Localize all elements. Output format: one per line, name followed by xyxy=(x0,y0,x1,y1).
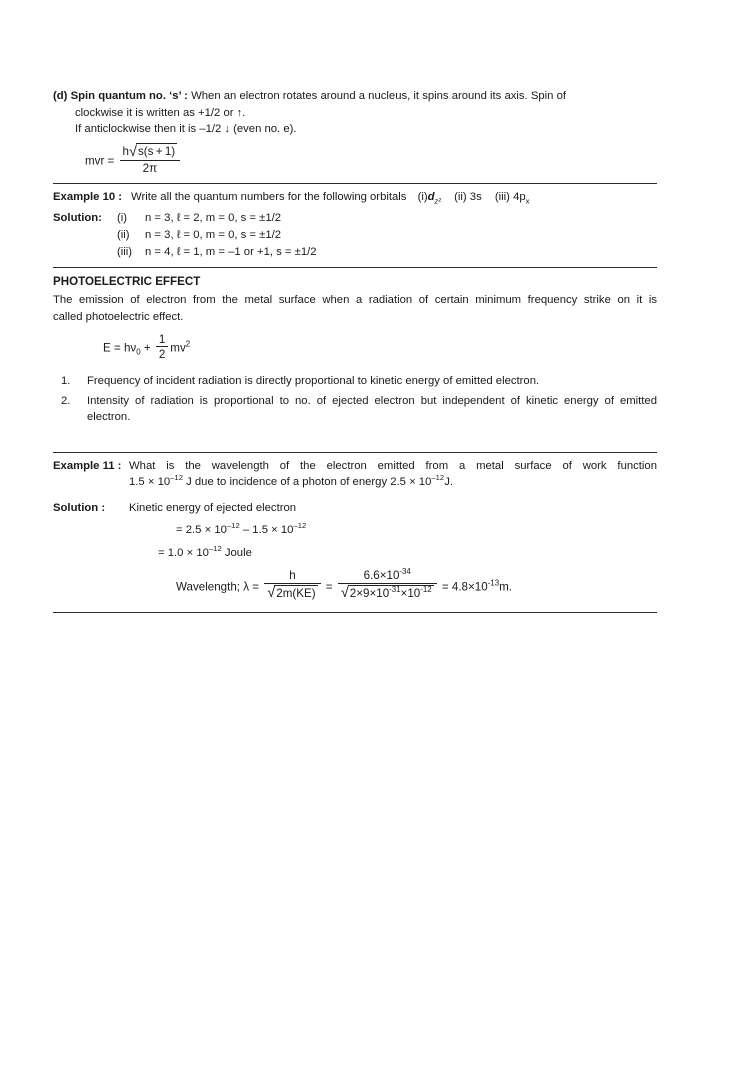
point-2-text: Intensity of radiation is proportional to no. of ejected electron but independent of kinetic energy of emitted electron. xyxy=(87,394,657,424)
spin-formula-denominator: 2π xyxy=(142,162,158,176)
energy-formula-nu-sub: 0 xyxy=(136,348,141,358)
radical-sign-icon-3: √ xyxy=(340,585,349,602)
wavelength-f2-denominator xyxy=(338,584,437,603)
spin-formula-numerator xyxy=(120,143,181,162)
page-content xyxy=(53,88,657,613)
orbital-3-roman: (iii) xyxy=(494,191,510,204)
spin-formula xyxy=(85,145,182,178)
solution-2-text: n = 3, ℓ = 0, m = 0, s = ±1/2 xyxy=(145,228,282,241)
orbital-1-roman: (i) xyxy=(417,191,428,204)
den-c-exp: -31 xyxy=(389,584,401,594)
one-half-fraction xyxy=(156,333,168,362)
wavelength-f1-denominator xyxy=(264,584,320,603)
step-1-term-b: 1.5 × 10 xyxy=(252,524,294,537)
planck-times: × xyxy=(379,569,387,583)
spin-body-line3-post: (even no. e). xyxy=(233,123,297,135)
step-2-unit: Joule xyxy=(224,546,252,559)
work-function-exponent: –12 xyxy=(170,473,183,483)
up-arrow-icon: ↑ xyxy=(236,106,243,119)
point-2-number: 2. xyxy=(61,394,71,407)
example-10-solution-row-2 xyxy=(53,227,657,244)
example-10-solution-label: Solution: xyxy=(53,211,102,224)
example-10-label: Example 10 : xyxy=(53,191,123,204)
spin-formula-fraction xyxy=(120,143,181,176)
photoelectric-definition-line1: The emission of electron from the metal surface when a radiation of certain minimum frequency strike on it is xyxy=(53,294,657,307)
example-11-step-1 xyxy=(176,522,657,539)
step-1-minus: – xyxy=(242,524,250,537)
example-11-block xyxy=(53,458,657,604)
photoelectric-section xyxy=(53,274,657,426)
wavelength-result-value: 4.8 xyxy=(451,580,468,594)
energy-formula-tail: mv xyxy=(170,341,186,355)
step-2-equals: = xyxy=(158,546,165,559)
photoelectric-heading: PHOTOELECTRIC EFFECT xyxy=(53,274,201,288)
work-function-value: 1.5 × 10 xyxy=(129,476,171,489)
down-arrow-icon: ↓ xyxy=(224,123,230,135)
orbital-3-sub: x xyxy=(525,196,530,206)
photoelectric-point-1 xyxy=(61,373,657,390)
photon-energy-exponent: –12 xyxy=(431,473,445,483)
wavelength-label: Wavelength; xyxy=(176,580,241,594)
den-a: 2 xyxy=(349,586,357,600)
sqrt-denominator-2 xyxy=(341,585,434,603)
example-11-step-2 xyxy=(158,545,657,562)
planck-exp: -34 xyxy=(399,567,411,577)
orbital-1-symbol: d xyxy=(427,191,435,204)
spin-body-line1: When an electron rotates around a nucleus, it spins around its axis. Spin of xyxy=(191,90,566,102)
example-11-header xyxy=(53,458,657,475)
example-11-question-line1: What is the wavelength of the electron emitted from a metal surface of work function xyxy=(129,459,657,472)
solution-2-roman: (ii) xyxy=(117,228,130,241)
planck-base: 10 xyxy=(386,569,400,583)
one-half-denominator: 2 xyxy=(158,347,166,361)
orbital-2-symbol: 3s xyxy=(469,191,482,204)
spin-formula-lhs: mvr = xyxy=(85,154,115,167)
solution-3-spacer xyxy=(53,244,117,261)
solution-3-roman: (iii) xyxy=(117,245,133,258)
energy-formula-nu: ν xyxy=(130,341,137,355)
spin-body-line3-pre: If anticlockwise then it is –1/2 xyxy=(75,123,222,135)
step-2-value-exp: –12 xyxy=(208,543,222,553)
den-c: 10 xyxy=(376,586,390,600)
one-half-numerator: 1 xyxy=(156,333,168,347)
photon-energy-text: J due to incidence of a photon of energy 2.5 × 10 xyxy=(186,476,432,489)
divider-rule-bottom xyxy=(53,612,657,613)
step-1-term-b-exp: –12 xyxy=(293,521,307,531)
example-11-solution-header xyxy=(53,500,657,517)
photon-energy-unit: J. xyxy=(444,476,453,489)
den-t1: × xyxy=(356,586,364,600)
den-t2: × xyxy=(369,586,377,600)
photoelectric-definition-line2: called photoelectric effect. xyxy=(53,310,184,323)
example-10-header xyxy=(53,189,657,206)
spin-body-line2-pre: clockwise it is written as +1/2 or xyxy=(75,106,234,119)
planck-value: 6.6 xyxy=(363,569,380,583)
spin-second-line xyxy=(75,105,657,122)
example-10-solution-row-1 xyxy=(53,210,657,227)
radical-sign-icon-2: √ xyxy=(267,585,276,602)
spin-first-line xyxy=(53,88,657,105)
solution-3-text: n = 4, ℓ = 1, m = –1 or +1, s = ±1/2 xyxy=(145,245,317,258)
wavelength-period: . xyxy=(508,580,512,594)
step-1-equals: = xyxy=(176,524,183,537)
den-d: 10 xyxy=(407,586,421,600)
lambda-symbol: λ xyxy=(243,580,250,594)
den-t3: × xyxy=(400,586,408,600)
orbital-3-symbol: 4p xyxy=(513,191,526,204)
wavelength-result-base: 10 xyxy=(474,580,488,594)
divider-rule-middle xyxy=(53,267,657,268)
step-1-term-a: 2.5 × 10 xyxy=(185,524,227,537)
divider-rule-top xyxy=(53,183,657,184)
orbital-item-2 xyxy=(454,191,485,203)
energy-formula-plus: + xyxy=(143,341,151,355)
orbital-2-roman: (ii) xyxy=(454,191,467,204)
example-11-question-line2 xyxy=(129,474,657,491)
spin-label: (d) xyxy=(53,90,68,102)
den-d-exp: -12 xyxy=(420,584,432,594)
solution-2-spacer xyxy=(53,227,117,244)
divider-rule-example-11-top xyxy=(53,452,657,453)
wavelength-f1-numerator: h xyxy=(264,569,320,583)
spin-heading: Spin quantum no. ‘s’ : xyxy=(70,90,188,102)
spin-quantum-section xyxy=(53,88,657,177)
photoelectric-point-2 xyxy=(61,393,657,426)
wavelength-result-unit: m xyxy=(499,580,509,594)
point-1-text: Frequency of incident radiation is directly proportional to kinetic energy of emitted electron. xyxy=(87,375,540,388)
orbital-1-sub: z² xyxy=(434,196,441,206)
solution-1-roman: (i) xyxy=(117,211,128,224)
point-1-number: 1. xyxy=(61,375,71,388)
radical-sign-icon: √ xyxy=(129,143,137,160)
wavelength-result-exp: -13 xyxy=(487,578,500,588)
example-10-solution-row-3 xyxy=(53,244,657,261)
spin-third-line xyxy=(75,121,657,138)
wavelength-result-times: × xyxy=(468,580,475,594)
wavelength-equals-2: = xyxy=(325,580,333,594)
radicand-2m-ke: 2m(KE) xyxy=(276,586,316,600)
example-10-prompt-row xyxy=(131,189,657,206)
example-10-block xyxy=(53,189,657,261)
spin-body-line2-post: . xyxy=(242,106,246,119)
den-b: 9 xyxy=(363,586,370,600)
energy-formula-lhs: E = h xyxy=(103,341,131,355)
step-2-value: 1.0 × 10 xyxy=(167,546,209,559)
solution-1-text: n = 3, ℓ = 2, m = 0, s = ±1/2 xyxy=(145,211,282,224)
wavelength-equals-1: = xyxy=(252,580,260,594)
example-11-solution-intro: Kinetic energy of ejected electron xyxy=(129,501,297,514)
wavelength-equation xyxy=(176,567,512,604)
radicand-numeric xyxy=(348,585,434,600)
orbital-item-3 xyxy=(494,191,530,206)
example-10-prompt: Write all the quantum numbers for the following orbitals xyxy=(131,191,407,204)
radicand: s(s + 1) xyxy=(137,144,176,158)
example-11-solution-label: Solution : xyxy=(53,501,106,514)
orbital-item-1 xyxy=(417,191,445,206)
wavelength-fraction-1 xyxy=(264,569,320,602)
wavelength-f2-numerator xyxy=(338,569,437,583)
wavelength-equals-3: = xyxy=(441,580,449,594)
sqrt-2m-ke xyxy=(267,585,317,603)
photoelectric-energy-formula xyxy=(103,334,190,363)
energy-formula-tail-exp: 2 xyxy=(185,339,191,349)
planck-constant-h: h xyxy=(122,144,129,158)
step-1-term-a-exp: –12 xyxy=(226,521,240,531)
example-11-label: Example 11 : xyxy=(53,459,122,472)
wavelength-fraction-2 xyxy=(338,569,437,602)
sqrt-s-s-plus-1 xyxy=(129,143,177,161)
